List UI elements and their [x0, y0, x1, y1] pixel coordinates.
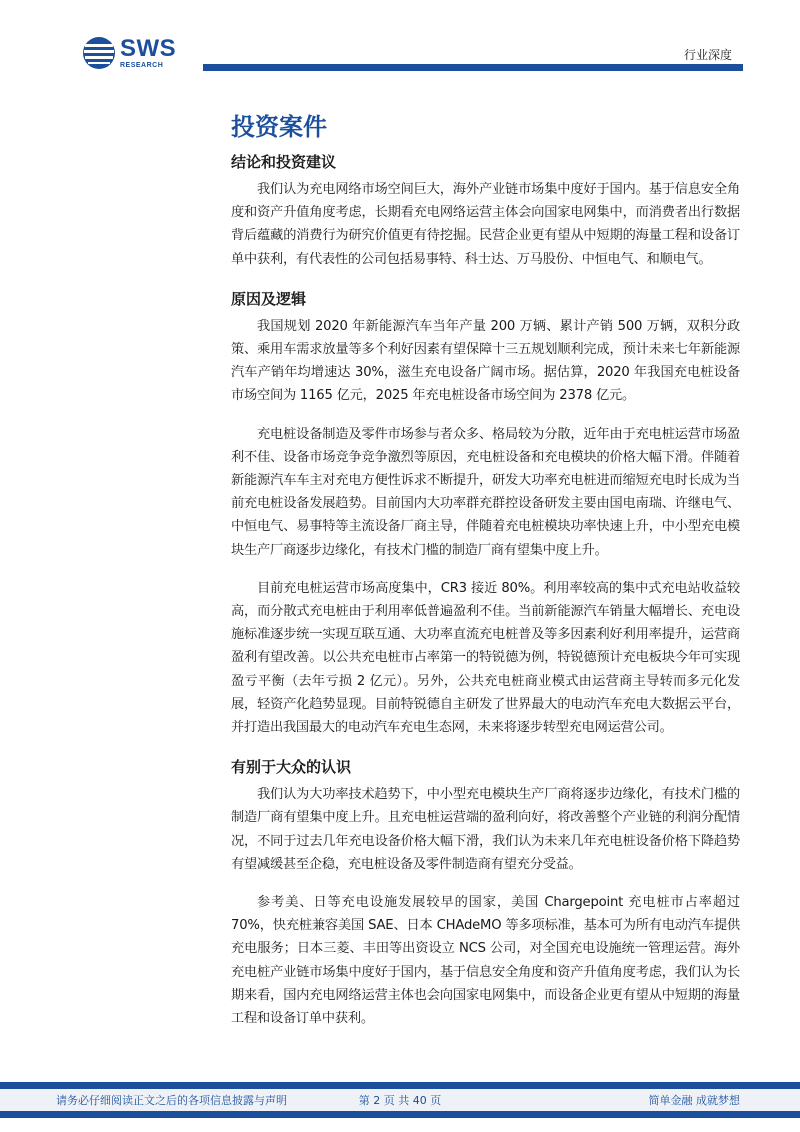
header-divider [203, 64, 743, 71]
subheading-conclusion: 结论和投资建议 [231, 153, 337, 171]
logo-subtext: RESEARCH [120, 62, 164, 69]
paragraph: 我国规划 2020 年新能源汽车当年产量 200 万辆、累计产销 500 万辆，双积分政策、乘用车需求放量等多个利好因素有望保障十三五规划顺利完成，预计未来七年新能源汽车产销年均增速达 30%，滋生充电设备广阔市场。据估算，2020 年我国充电桩设备市场空间为 1165 亿元，2025 年充电桩设备市场空间为 2378 亿元。 [231, 318, 740, 404]
paragraph: 我们认为大功率技术趋势下，中小型充电模块生产厂商将逐步边缘化，有技术门槛的制造厂商有望集中度上升。且充电桩运营端的盈利向好，将改善整个产业链的利润分配情况，不同于过去几年充电设备价格大幅下滑，我们认为未来几年充电桩设备价格下降趋势有望减缓甚至企稳，充电桩设备及零件制造商有望充分受益。 [231, 787, 740, 872]
report-body [231, 150, 740, 1030]
subheading-differentiated-view: 有别于大众的认识 [231, 758, 352, 777]
paragraph: 参考美、日等充电设施发展较早的国家，美国 Chargepoint 充电桩市占率超过 70%，快充桩兼容美国 SAE、日本 CHAdeMO 等多项标准，基本可为所有电动汽车提供充电服务；日本三菱、丰田等出资设立 NCS 公司，对全国充电设施统一管理运营。海外充电桩产业链市场集中度好于国内，基于信息安全角度和资产升值角度考虑，我们认为长期来看，国内充电网络运营主体也会向国家电网集中，而设备企业更有望从中短期的海量工程和设备订单中获利。 [231, 895, 740, 1027]
company-logo [82, 36, 176, 70]
page-title: 投资案件 [231, 113, 327, 141]
document-type: 行业深度 [683, 48, 732, 62]
page-number: 第 2 页 共 40 页 [358, 1094, 442, 1107]
logo-wordmark: SWS [120, 35, 177, 62]
paragraph: 我们认为充电网络市场空间巨大，海外产业链市场集中度好于国内。基于信息安全角度和资产升值角度考虑，长期看充电网络运营主体会向国家电网集中，而消费者出行数据背后蕴藏的消费行为研究价值更有待挖掘。民营企业更有望从中短期的海量工程和设备订单中获利，有代表性的公司包括易事特、科士达、万马股份、中恒电气、和顺电气。 [231, 182, 740, 267]
paragraph: 目前充电桩运营市场高度集中，CR3 接近 80%。利用率较高的集中式充电站收益较高，而分散式充电桩由于利用率低普遍盈利不佳。当前新能源汽车销量大幅增长、充电设施标准逐步统一实现互联互通、大功率直流充电桩普及等多因素利好利用率提升，运营商盈利有望改善。以公共充电桩市占率第一的特锐德为例，特锐德预计充电板块今年可实现盈亏平衡（去年亏损 2 亿元）。另外，公共充电桩商业模式由运营商主导转而多元化发展，轻资产化趋势显现。目前特锐德自主研发了世界最大的电动汽车充电大数据云平台，并打造出我国最大的电动汽车充电生态网，未来将逐步转型充电网运营公司。 [231, 580, 740, 736]
paragraph: 充电桩设备制造及零件市场参与者众多、格局较为分散，近年由于充电桩运营市场盈利不佳、设备市场竞争竞争激烈等原因，充电桩设备和充电模块的价格大幅下滑。伴随着新能源汽车车主对充电方便性诉求不断提升，研发大功率充电桩进而缩短充电时长成为当前充电桩设备发展趋势。目前国内大功率群充群控设备研发主要由国电南瑞、许继电气、中恒电气、易事特等主流设备厂商主导，伴随着充电桩模块功率快速上升，中小型充电模块生产厂商逐步边缘化，有技术门槛的制造厂商有望集中度上升。 [231, 426, 740, 558]
subheading-reasons: 原因及逻辑 [231, 289, 307, 308]
footer-disclaimer: 请务必仔细阅读正文之后的各项信息披露与声明 [56, 1094, 287, 1107]
sws-globe-icon [82, 36, 116, 70]
footer-slogan: 简单金融 成就梦想 [648, 1094, 740, 1107]
